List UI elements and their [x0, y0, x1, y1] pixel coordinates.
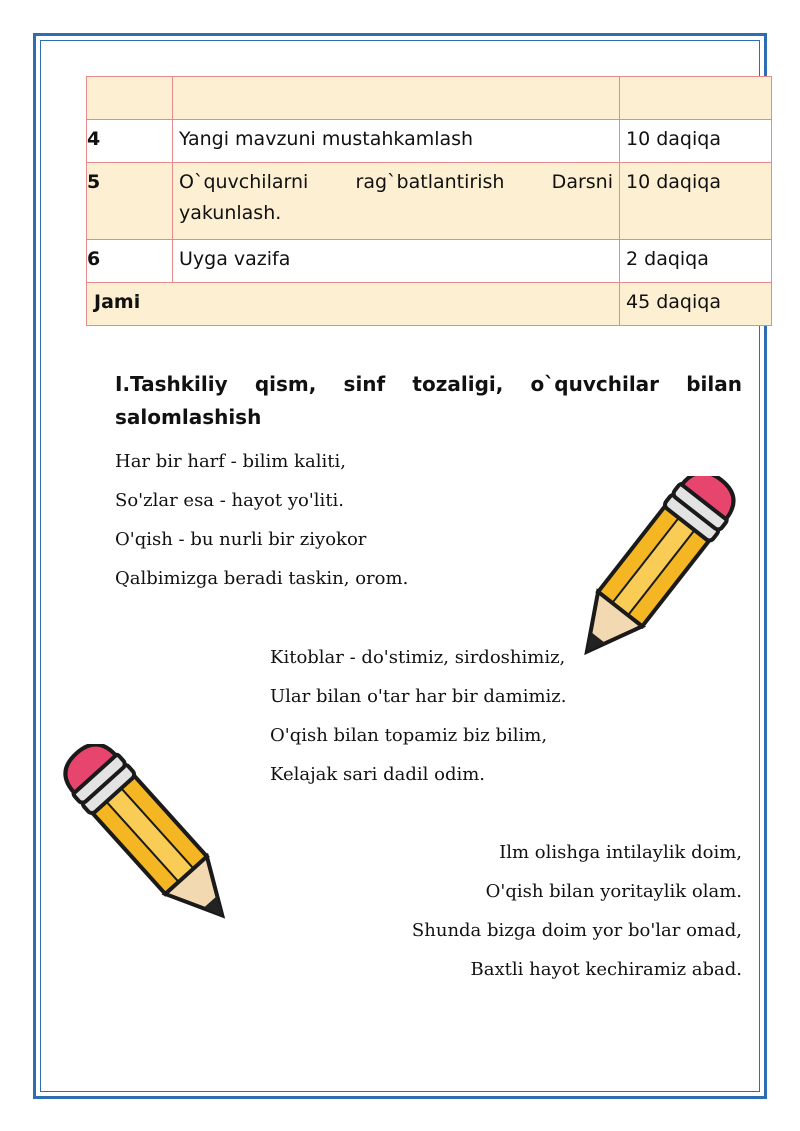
table-total-row — [87, 283, 772, 326]
table-row — [87, 163, 772, 240]
poem-stanza-2 — [270, 643, 567, 799]
poem-line: O'qish - bu nurli bir ziyokor — [115, 529, 367, 550]
row-number-cell: 5 — [87, 163, 173, 240]
poem-line: Kelajak sari dadil odim. — [270, 764, 486, 785]
row-time-cell: 2 daqiqa — [620, 240, 772, 283]
section-heading-line: I.Tashkiliy qism, sinf tozaligi, o`quvchilar bilan — [115, 372, 742, 396]
poem-line: Baxtli hayot kechiramiz abad. — [470, 959, 742, 980]
poem-line: Qalbimizga beradi taskin, orom. — [115, 568, 409, 589]
poem-line: Ular bilan o'tar har bir damimiz. — [270, 686, 567, 707]
lesson-plan-table — [86, 76, 772, 326]
total-time: 45 daqiqa — [620, 283, 772, 326]
pencil-icon — [556, 476, 736, 676]
row-stage-cell — [173, 77, 620, 120]
poem-line: Kitoblar - do'stimiz, sirdoshimiz, — [270, 647, 566, 668]
table-row — [87, 77, 772, 120]
pencil-icon — [58, 744, 258, 944]
row-stage-cell: Yangi mavzuni mustahkamlash — [173, 120, 620, 163]
table-row — [87, 240, 772, 283]
row-time-cell — [620, 77, 772, 120]
poem-line: Har bir harf - bilim kaliti, — [115, 451, 346, 472]
total-label: Jami — [87, 283, 620, 326]
section-heading-line: salomlashish — [115, 405, 262, 429]
row-time-cell: 10 daqiqa — [620, 120, 772, 163]
row-stage-line: O`quvchilarni rag`batlantirish Darsni — [179, 171, 613, 193]
section-heading — [115, 368, 742, 434]
poem-line: Shunda bizga doim yor bo'lar omad, — [411, 920, 742, 941]
poem-stanza-3 — [412, 838, 742, 994]
row-stage-cell — [173, 163, 620, 240]
row-number-cell: 6 — [87, 240, 173, 283]
table-row — [87, 120, 772, 163]
poem-line: O'qish bilan yoritaylik olam. — [485, 881, 742, 902]
row-stage-line: yakunlash. — [179, 202, 282, 224]
poem-line: O'qish bilan topamiz biz bilim, — [270, 725, 548, 746]
poem-stanza-1 — [115, 447, 408, 603]
row-stage-cell: Uyga vazifa — [173, 240, 620, 283]
poem-line: Ilm olishga intilaylik doim, — [499, 842, 742, 863]
row-number-cell — [87, 77, 173, 120]
row-time-cell: 10 daqiqa — [620, 163, 772, 240]
row-number-cell: 4 — [87, 120, 173, 163]
poem-line: So'zlar esa - hayot yo'liti. — [115, 490, 345, 511]
